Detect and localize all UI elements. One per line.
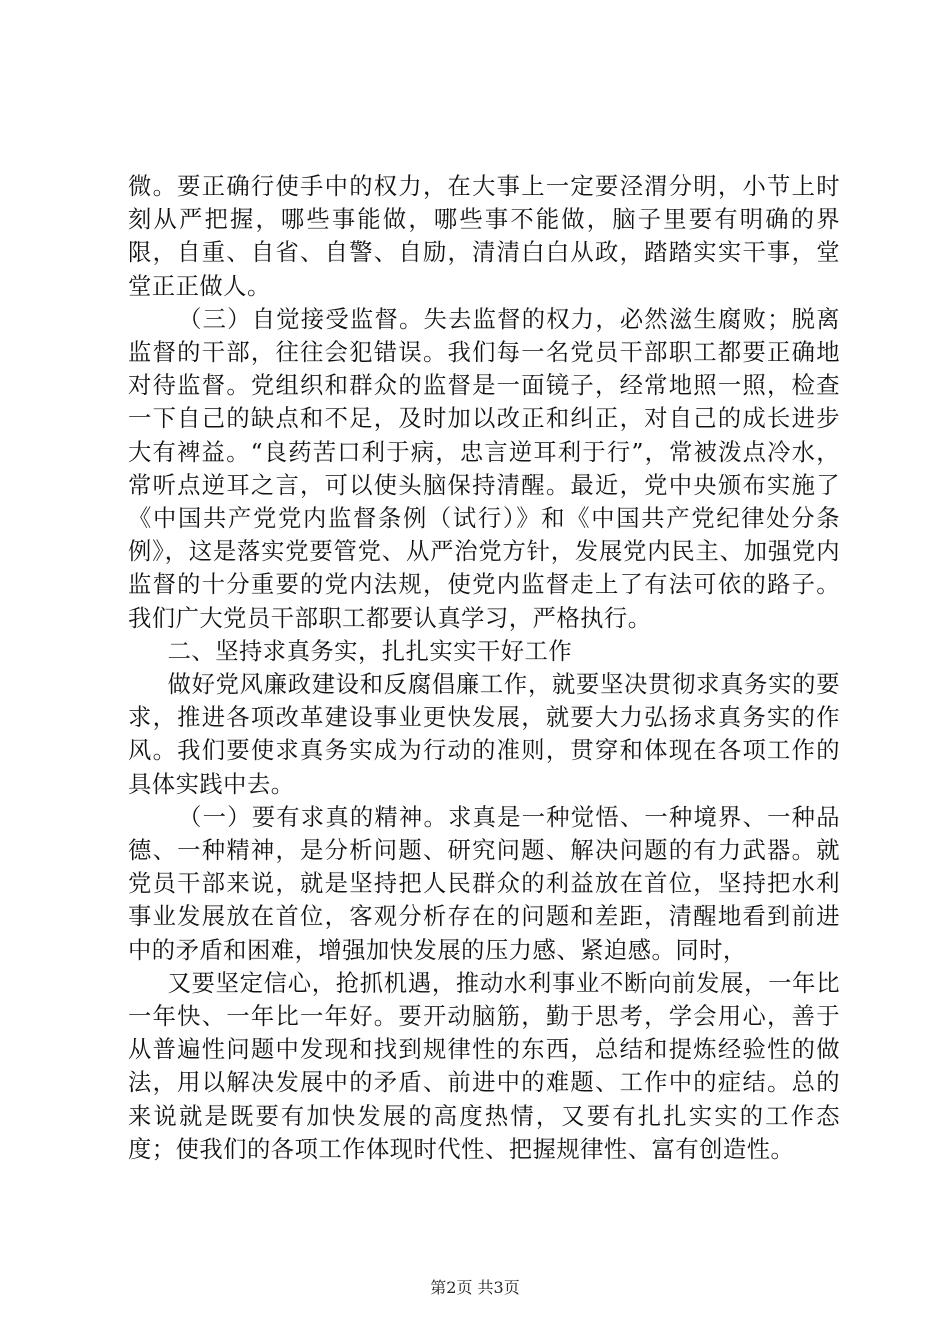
paragraph-continuation: 微。要正确行使手中的权力，在大事上一定要泾渭分明，小节上时刻从严把握，哪些事能做，哪些事不能做，脑子里要有明确的界限，自重、自省、自警、自励，清清白白从政，踏踏实实干事，堂堂正正做人。 [128, 173, 840, 300]
paragraph-confidence: 又要坚定信心，抢抓机遇，推动水利事业不断向前发展，一年比一年快、一年比一年好。要开动脑筋，勤于思考，学会用心，善于从普遍性问题中发现和找到规律性的东西，总结和提炼经验性的做法，用以解决发展中的矛盾、前进中的难题、工作中的症结。总的来说就是既要有加快发展的高度热情，又要有扎扎实实的工作态度；使我们的各项工作体现时代性、把握规律性、富有创造性。 [128, 969, 840, 1163]
page-footer: 第2页 共3页 [430, 1278, 520, 1297]
paragraph-seeking-truth: （一）要有求真的精神。求真是一种觉悟、一种境界、一种品德、一种精神，是分析问题、研究问题、解决问题的有力武器。就党员干部来说，就是坚持把人民群众的利益放在首位，坚持把水利事业发展放在首位，客观分析存在的问题和差距，清醒地看到前进中的矛盾和困难，增强加快发展的压力感、紧迫感。同时， [128, 803, 840, 964]
paragraph-supervision: （三）自觉接受监督。失去监督的权力，必然滋生腐败；脱离监督的干部，往往会犯错误。我们每一名党员干部职工都要正确地对待监督。党组织和群众的监督是一面镜子，经常地照一照，检查一下自己的缺点和不足，及时加以改正和纠正，对自己的成长进步大有裨益。“良药苦口利于病，忠言逆耳利于行”，常被泼点冷水，常听点逆耳之言，可以使头脑保持清醒。最近，党中央颁布实施了《中国共产党党内监督条例（试行）》和《中国共产党纪律处分条例》，这是落实党要管党、从严治党方针，发展党内民主、加强党内监督的十分重要的党内法规，使党内监督走上了有法可依的路子。我们广大党员干部职工都要认真学习，严格执行。 [128, 305, 840, 632]
section-heading-2: 二、坚持求真务实，扎扎实实干好工作 [167, 637, 573, 665]
paragraph-intro: 做好党风廉政建设和反腐倡廉工作，就要坚决贯彻求真务实的要求，推进各项改革建设事业更快发展，就要大力弘扬求真务实的作风。我们要使求真务实成为行动的准则，贯穿和体现在各项工作的具体实践中去。 [128, 671, 840, 798]
document-body [128, 170, 840, 1166]
